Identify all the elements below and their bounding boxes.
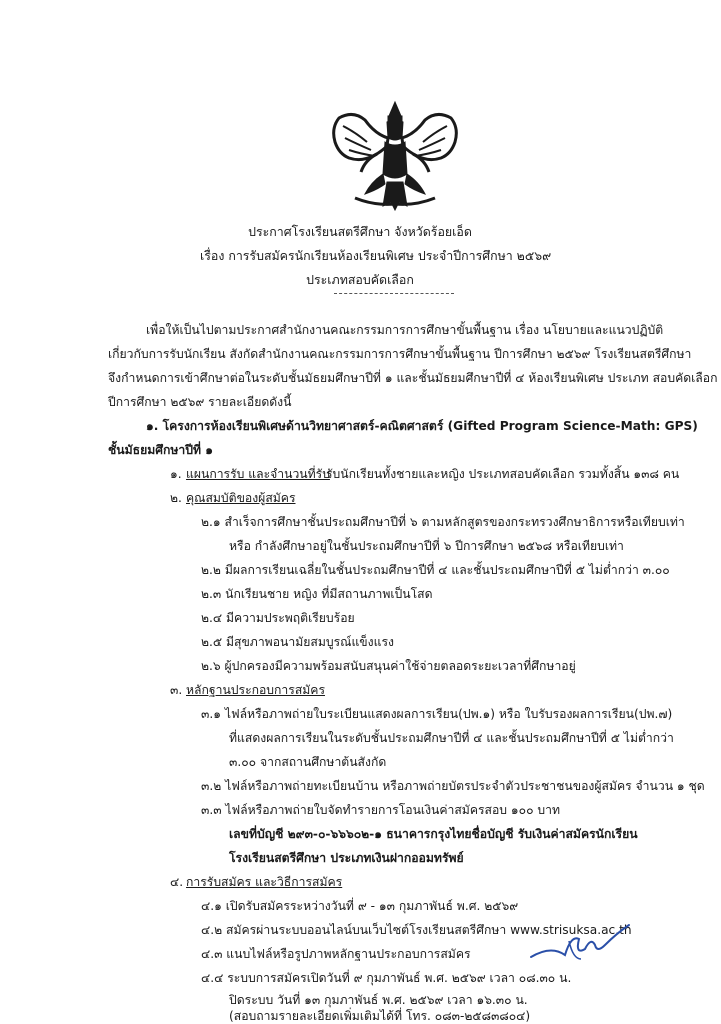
section-4-item-4c: (สอบถามรายละเอียดเพิ่มเติมได้ที่ โทร. ๐๘๓-๒๕๘๓๘๐๔) [229, 1009, 531, 1023]
section-3-item-1c: ๓.๐๐ จากสถานศึกษาต้นสังกัด [229, 755, 387, 769]
section-2-item-1b: หรือ กำลังศึกษาอยู่ในชั้นประถมศึกษาปีที่ ๖ ปีการศึกษา ๒๕๖๘ หรือเทียบเท่า [229, 539, 624, 553]
section-1-heading: แผนการรับ และจำนวนที่รับ [186, 467, 330, 481]
signature-mark [525, 915, 635, 975]
intro-line-3: จึงกำหนดการเข้าศึกษาต่อในระดับชั้นมัธยมศึกษาปีที่ ๑ และชั้นมัธยมศึกษาปีที่ ๔ ห้องเรียนพิเศษ ประเภท สอบคัดเลือก [108, 371, 718, 385]
section-2-heading: คุณสมบัติของผู้สมัคร [186, 491, 296, 505]
announcement-header [200, 224, 552, 296]
section-3-heading: หลักฐานประกอบการสมัคร [186, 683, 325, 697]
section-4-item-1: ๔.๑ เปิดรับสมัครระหว่างวันที่ ๙ - ๑๓ กุมภาพันธ์ พ.ศ. ๒๕๖๙ [201, 899, 519, 913]
section-4-number: ๔. [170, 875, 184, 889]
section-3-number: ๓. [170, 683, 183, 697]
section-3-item-1b: ที่แสดงผลการเรียนในระดับชั้นประถมศึกษาปีที่ ๔ และชั้นประถมศึกษาปีที่ ๕ ไม่ต่ำกว่า [229, 731, 674, 745]
bank-account-line-2: โรงเรียนสตรีศึกษา ประเภทเงินฝากออมทรัพย์ [229, 851, 464, 865]
intro-line-1: เพื่อให้เป็นไปตามประกาศสำนักงานคณะกรรมการการศึกษาขั้นพื้นฐาน เรื่อง นโยบายและแนวปฏิบัติ [146, 323, 664, 337]
section-2-number: ๒. [170, 491, 182, 505]
section-2-item-1a: ๒.๑ สำเร็จการศึกษาชั้นประถมศึกษาปีที่ ๖ ตามหลักสูตรของกระทรวงศึกษาธิการหรือเทียบเท่า [201, 515, 685, 529]
section-4-item-4b: ปิดระบบ วันที่ ๑๓ กุมภาพันธ์ พ.ศ. ๒๕๖๙ เวลา ๑๖.๓๐ น. [229, 993, 528, 1007]
garuda-emblem [325, 98, 465, 216]
program-grade: ชั้นมัธยมศึกษาปีที่ ๑ [108, 443, 213, 457]
header-line-1: ประกาศโรงเรียนสตรีศึกษา จังหวัดร้อยเอ็ด [248, 224, 472, 239]
section-3-item-1a: ๓.๑ ไฟล์หรือภาพถ่ายใบระเบียนแสดงผลการเรียน(ปพ.๑) หรือ ใบรับรองผลการเรียน(ปพ.๗) [201, 707, 673, 721]
intro-line-2: เกี่ยวกับการรับนักเรียน สังกัดสำนักงานคณะกรรมการการศึกษาขั้นพื้นฐาน ปีการศึกษา ๒๕๖๙ โรงเรียนสตรีศึกษา [108, 347, 692, 361]
section-2-item-5: ๒.๕ มีสุขภาพอนามัยสมบูรณ์แข็งแรง [201, 635, 394, 649]
section-2-item-4: ๒.๔ มีความประพฤติเรียบร้อย [201, 611, 355, 625]
header-divider [334, 293, 454, 294]
section-4-heading: การรับสมัคร และวิธีการสมัคร [186, 875, 343, 889]
section-4-item-4a: ๔.๔ ระบบการสมัครเปิดวันที่ ๙ กุมภาพันธ์ พ.ศ. ๒๕๖๙ เวลา ๐๘.๓๐ น. [201, 971, 572, 985]
section-3-item-3: ๓.๓ ไฟล์หรือภาพถ่ายใบจัดทำรายการโอนเงินค่าสมัครสอบ ๑๐๐ บาท [201, 803, 561, 817]
header-line-2: เรื่อง การรับสมัครนักเรียนห้องเรียนพิเศษ ประจำปีการศึกษา ๒๕๖๙ [200, 248, 552, 263]
header-line-3: ประเภทสอบคัดเลือก [306, 272, 414, 287]
program-title: ๑. โครงการห้องเรียนพิเศษด้านวิทยาศาสตร์-คณิตศาสตร์ (Gifted Program Science-Math: GPS) [146, 419, 698, 433]
intro-line-4: ปีการศึกษา ๒๕๖๙ รายละเอียดดังนี้ [108, 395, 292, 409]
section-2-item-2: ๒.๒ มีผลการเรียนเฉลี่ยในชั้นประถมศึกษาปีที่ ๔ และชั้นประถมศึกษาปีที่ ๕ ไม่ต่ำกว่า ๓.๐๐ [201, 563, 670, 577]
section-1-number: ๑. [170, 467, 182, 481]
section-4-item-3: ๔.๓ แนบไฟล์หรือรูปภาพหลักฐานประกอบการสมัคร [201, 947, 471, 961]
section-4-item-2: ๔.๒ สมัครผ่านระบบออนไลน์บนเว็บไซต์โรงเรียนสตรีศึกษา www.strisuksa.ac.th [201, 923, 632, 937]
bank-account-line-1: เลขที่บัญชี ๒๙๓-๐-๖๖๖๐๒-๑ ธนาคารกรุงไทยชื่อบัญชี รับเงินค่าสมัครนักเรียน [229, 827, 638, 841]
section-2-item-6: ๒.๖ ผู้ปกครองมีความพร้อมสนับสนุนค่าใช้จ่ายตลอดระยะเวลาที่ศึกษาอยู่ [201, 659, 576, 673]
section-2-item-3: ๒.๓ นักเรียนชาย หญิง ที่มีสถานภาพเป็นโสด [201, 587, 433, 601]
section-3-item-2: ๓.๒ ไฟล์หรือภาพถ่ายทะเบียนบ้าน หรือภาพถ่ายบัตรประจำตัวประชาชนของผู้สมัคร จำนวน ๑ ชุด [201, 779, 705, 793]
section-1-text: รับนักเรียนทั้งชายและหญิง ประเภทสอบคัดเลือก รวมทั้งสิ้น ๑๓๘ คน [326, 467, 680, 481]
